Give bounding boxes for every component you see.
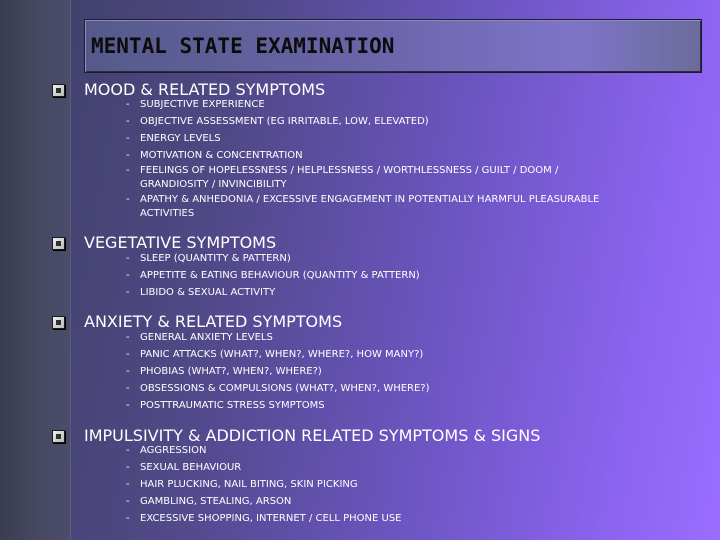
side-strip (0, 0, 71, 540)
list-item: - APATHY & ANHEDONIA / EXCESSIVE ENGAGEMENT IN POTENTIALLY HARMFUL PLEASURABLE ACTIVITIES (126, 194, 600, 219)
page-title: MENTAL STATE EXAMINATION (91, 34, 395, 58)
list-item: - FEELINGS OF HOPELESSNESS / HELPLESSNESS / WORTHLESSNESS / GUILT / DOOM / GRANDIOSITY / INVINCIBILITY (126, 165, 559, 190)
square-bullet-icon (52, 237, 65, 250)
dash-bullet: - (126, 150, 130, 161)
list-item: - ENERGY LEVELS (126, 130, 666, 147)
dash-bullet: - (126, 462, 130, 473)
list-item: - OBSESSIONS & COMPULSIONS (WHAT?, WHEN?, WHERE?) (126, 380, 666, 397)
list-item: - SEXUAL BEHAVIOUR (126, 459, 666, 476)
list-item: - SLEEP (QUANTITY & PATTERN) (126, 250, 666, 267)
dash-bullet: - (126, 116, 130, 127)
list-item: - PANIC ATTACKS (WHAT?, WHEN?, WHERE?, HOW MANY?) (126, 346, 666, 363)
dash-bullet: - (126, 366, 130, 377)
list-item: - OBJECTIVE ASSESSMENT (EG IRRITABLE, LOW, ELEVATED) (126, 113, 666, 130)
list-item: - POSTTRAUMATIC STRESS SYMPTOMS (126, 397, 666, 414)
list-item: - LIBIDO & SEXUAL ACTIVITY (126, 284, 666, 301)
dash-bullet: - (126, 479, 130, 490)
section-heading: ANXIETY & RELATED SYMPTOMS (84, 312, 343, 331)
section-heading: IMPULSIVITY & ADDICTION RELATED SYMPTOMS & SIGNS (84, 426, 541, 445)
dash-bullet: - (126, 513, 130, 524)
dash-bullet: - (126, 400, 130, 411)
dash-bullet: - (126, 194, 130, 205)
list-item: - AGGRESSION (126, 442, 666, 459)
dash-bullet: - (126, 383, 130, 394)
list-item: - GAMBLING, STEALING, ARSON (126, 493, 666, 510)
dash-bullet: - (126, 287, 130, 298)
list-item: - PHOBIAS (WHAT?, WHEN?, WHERE?) (126, 363, 666, 380)
list-item: - APPETITE & EATING BEHAVIOUR (QUANTITY & PATTERN) (126, 267, 666, 284)
dash-bullet: - (126, 99, 130, 110)
dash-bullet: - (126, 496, 130, 507)
list-item: - SUBJECTIVE EXPERIENCE (126, 96, 666, 113)
list-item: - EXCESSIVE SHOPPING, INTERNET / CELL PHONE USE (126, 510, 666, 527)
section-heading: MOOD & RELATED SYMPTOMS (84, 80, 326, 99)
dash-bullet: - (126, 133, 130, 144)
dash-bullet: - (126, 445, 130, 456)
square-bullet-icon (52, 84, 65, 97)
list-item: - GENERAL ANXIETY LEVELS (126, 329, 666, 346)
dash-bullet: - (126, 270, 130, 281)
list-item: - HAIR PLUCKING, NAIL BITING, SKIN PICKING (126, 476, 666, 493)
dash-bullet: - (126, 165, 130, 176)
square-bullet-icon (52, 316, 65, 329)
title-box (84, 19, 702, 73)
list-item: - MOTIVATION & CONCENTRATION (126, 147, 666, 164)
section-heading: VEGETATIVE SYMPTOMS (84, 233, 277, 252)
dash-bullet: - (126, 349, 130, 360)
square-bullet-icon (52, 430, 65, 443)
dash-bullet: - (126, 253, 130, 264)
dash-bullet: - (126, 332, 130, 343)
